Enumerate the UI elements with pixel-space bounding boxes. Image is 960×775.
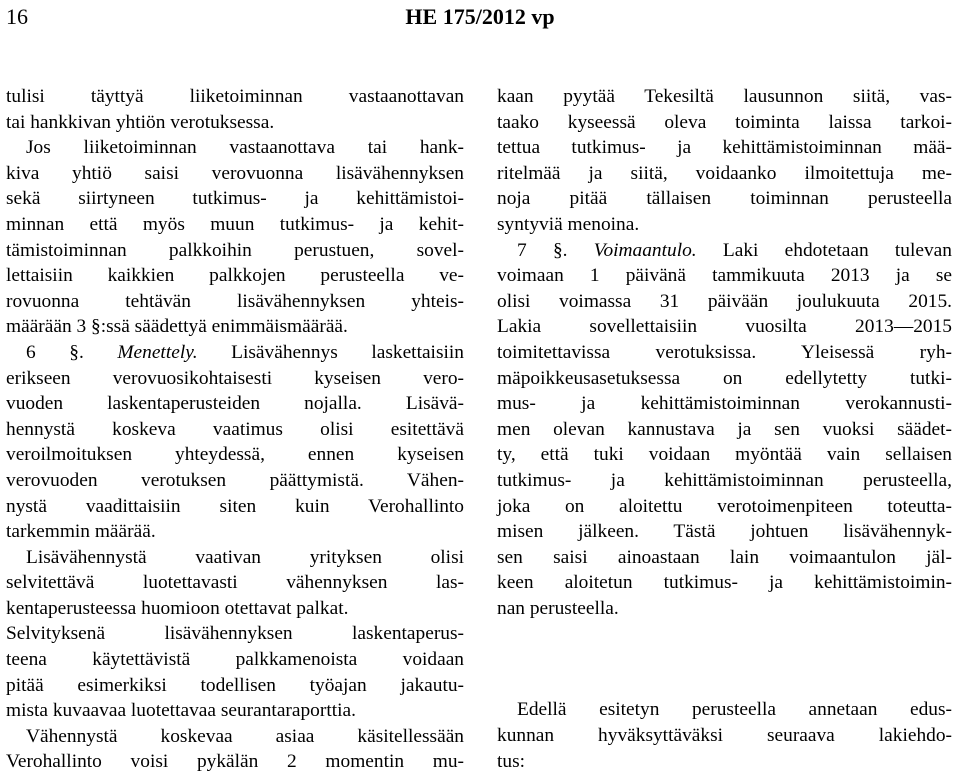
text-line: taako kyseessä oleva toiminta laissa tarkoi-	[497, 111, 952, 133]
text-line: Edellä esitetyn perusteella annetaan edus-	[517, 699, 952, 721]
text-line: lettaisiin kaikkien palkkojen perusteella ve-	[6, 265, 464, 287]
paragraph-gap	[497, 621, 952, 697]
text-line: verovuoden verotuksen päättymistä. Vähen-	[6, 469, 464, 491]
text-line: pitää esimerkiksi todellisen työajan jakautu-	[6, 674, 464, 696]
page-header	[0, 0, 960, 40]
text-line: Selvityksenä lisävähennyksen laskentaperus-	[6, 623, 464, 645]
text-line: minnan että myös muun tutkimus- ja kehit-	[6, 213, 464, 235]
text-line: hennystä koskeva vaatimus olisi esitettävä	[6, 418, 464, 440]
section-6-title: Menettely.	[117, 341, 198, 363]
section-6-heading-line	[6, 340, 464, 366]
text-line: syntyviä menoina.	[497, 213, 640, 235]
text-line: kiva yhtiö saisi verovuonna lisävähennyksen	[6, 162, 464, 184]
text-line: veroilmoituksen yhteydessä, ennen kyseisen	[6, 444, 464, 466]
text-line: misen jälkeen. Tästä johtuen lisävähennyk-	[497, 521, 952, 543]
text-line: mista kuvaavaa luotettavaa seurantaraporttia.	[6, 700, 356, 722]
section-7-heading-line	[497, 238, 952, 264]
text-line: olisi voimassa 31 päivään joulukuuta 2015.	[497, 290, 952, 312]
text-line: kunnan hyväksyttäväksi seuraava lakiehdo-	[497, 725, 952, 747]
text-line: mus- ja kehittämistoiminnan verokannusti-	[497, 393, 952, 415]
text-line: nan perusteella.	[497, 597, 619, 619]
text-line: Verohallinto voisi pykälän 2 momentin mu-	[6, 751, 464, 773]
text-line: tai hankkivan yhtiön verotuksessa.	[6, 111, 275, 133]
text-line: Vähennystä koskevaa asiaa käsitellessään	[26, 725, 464, 747]
text-line: kaan pyytää Tekesiltä lausunnon siitä, vas-	[497, 86, 952, 107]
text-line: vuoden laskentaperusteiden nojalla. Lisävä-	[6, 393, 464, 415]
text-line: sen saisi ainoastaan lain voimaantulon jäl-	[497, 546, 952, 568]
text-line: tus:	[497, 750, 526, 772]
text-line: nystä vaadittaisiin siten kuin Verohallinto	[6, 495, 464, 517]
text-line: tutkimus- ja kehittämistoiminnan perusteella,	[497, 469, 952, 491]
section-7-title: Voimaantulo.	[593, 239, 697, 261]
text-line: selvitettävä luotettavasti vähennyksen las-	[6, 572, 464, 594]
text-line: noja pitää tällaisen toiminnan perusteella	[497, 188, 952, 210]
text-line: kentaperusteessa huomioon otettavat palkat.	[6, 597, 349, 619]
text-line: tämistoiminnan palkkoihin perustuen, sovel-	[6, 239, 464, 261]
text-line: men olevan kannustava ja sen vuoksi säädet-	[497, 418, 952, 440]
text-line: ritelmää ja siitä, voidaanko ilmoitettuja me-	[497, 162, 952, 184]
text-line: tarkemmin määrää.	[6, 521, 156, 543]
text-line: sekä siirtyneen tutkimus- ja kehittämistoi-	[6, 188, 464, 210]
document-id: HE 175/2012 vp	[405, 4, 555, 29]
text-line: tettua tutkimus- ja kehittämistoiminnan mää-	[497, 137, 952, 159]
text-line: teena käytettävistä palkkamenoista voidaan	[6, 649, 464, 671]
text-line: mäpoikkeusasetuksessa on edellytetty tutki-	[497, 367, 952, 389]
text-line: erikseen verovuosikohtaisesti kyseisen vero-	[6, 367, 464, 389]
text-line: rovuonna tehtävän lisävähennyksen yhteis-	[6, 290, 464, 312]
text-line: Lisävähennystä vaativan yrityksen olisi	[26, 546, 464, 568]
text-fragment: Lisävähennys laskettaisiin	[231, 341, 464, 363]
left-column	[6, 84, 464, 775]
page-number: 16	[6, 4, 28, 29]
text-line: toimitettavissa verotuksissa. Yleisessä ryh-	[497, 341, 952, 363]
text-line: tulisi täyttyä liiketoiminnan vastaanottavan	[6, 86, 464, 107]
section-7-number: 7 §.	[517, 239, 568, 261]
section-6-number: 6 §.	[26, 341, 84, 363]
text-line: määrään 3 §:ssä säädettyä enimmäismäärää.	[6, 316, 348, 338]
text-line: keen aloitetun tutkimus- ja kehittämistoimin-	[497, 572, 952, 594]
text-line: joka on aloitettu verotoimenpiteen toteutta-	[497, 495, 952, 517]
text-line: Jos liiketoiminnan vastaanottava tai hank-	[26, 137, 464, 159]
text-line: voimaan 1 päivänä tammikuuta 2013 ja se	[497, 265, 952, 287]
right-column	[497, 84, 952, 774]
text-line: Lakia sovellettaisiin vuosilta 2013—2015	[497, 316, 952, 338]
text-line: ty, että tuki voidaan myöntää vain sellaisen	[497, 444, 952, 466]
text-fragment: Laki ehdotetaan tulevan	[722, 239, 952, 261]
